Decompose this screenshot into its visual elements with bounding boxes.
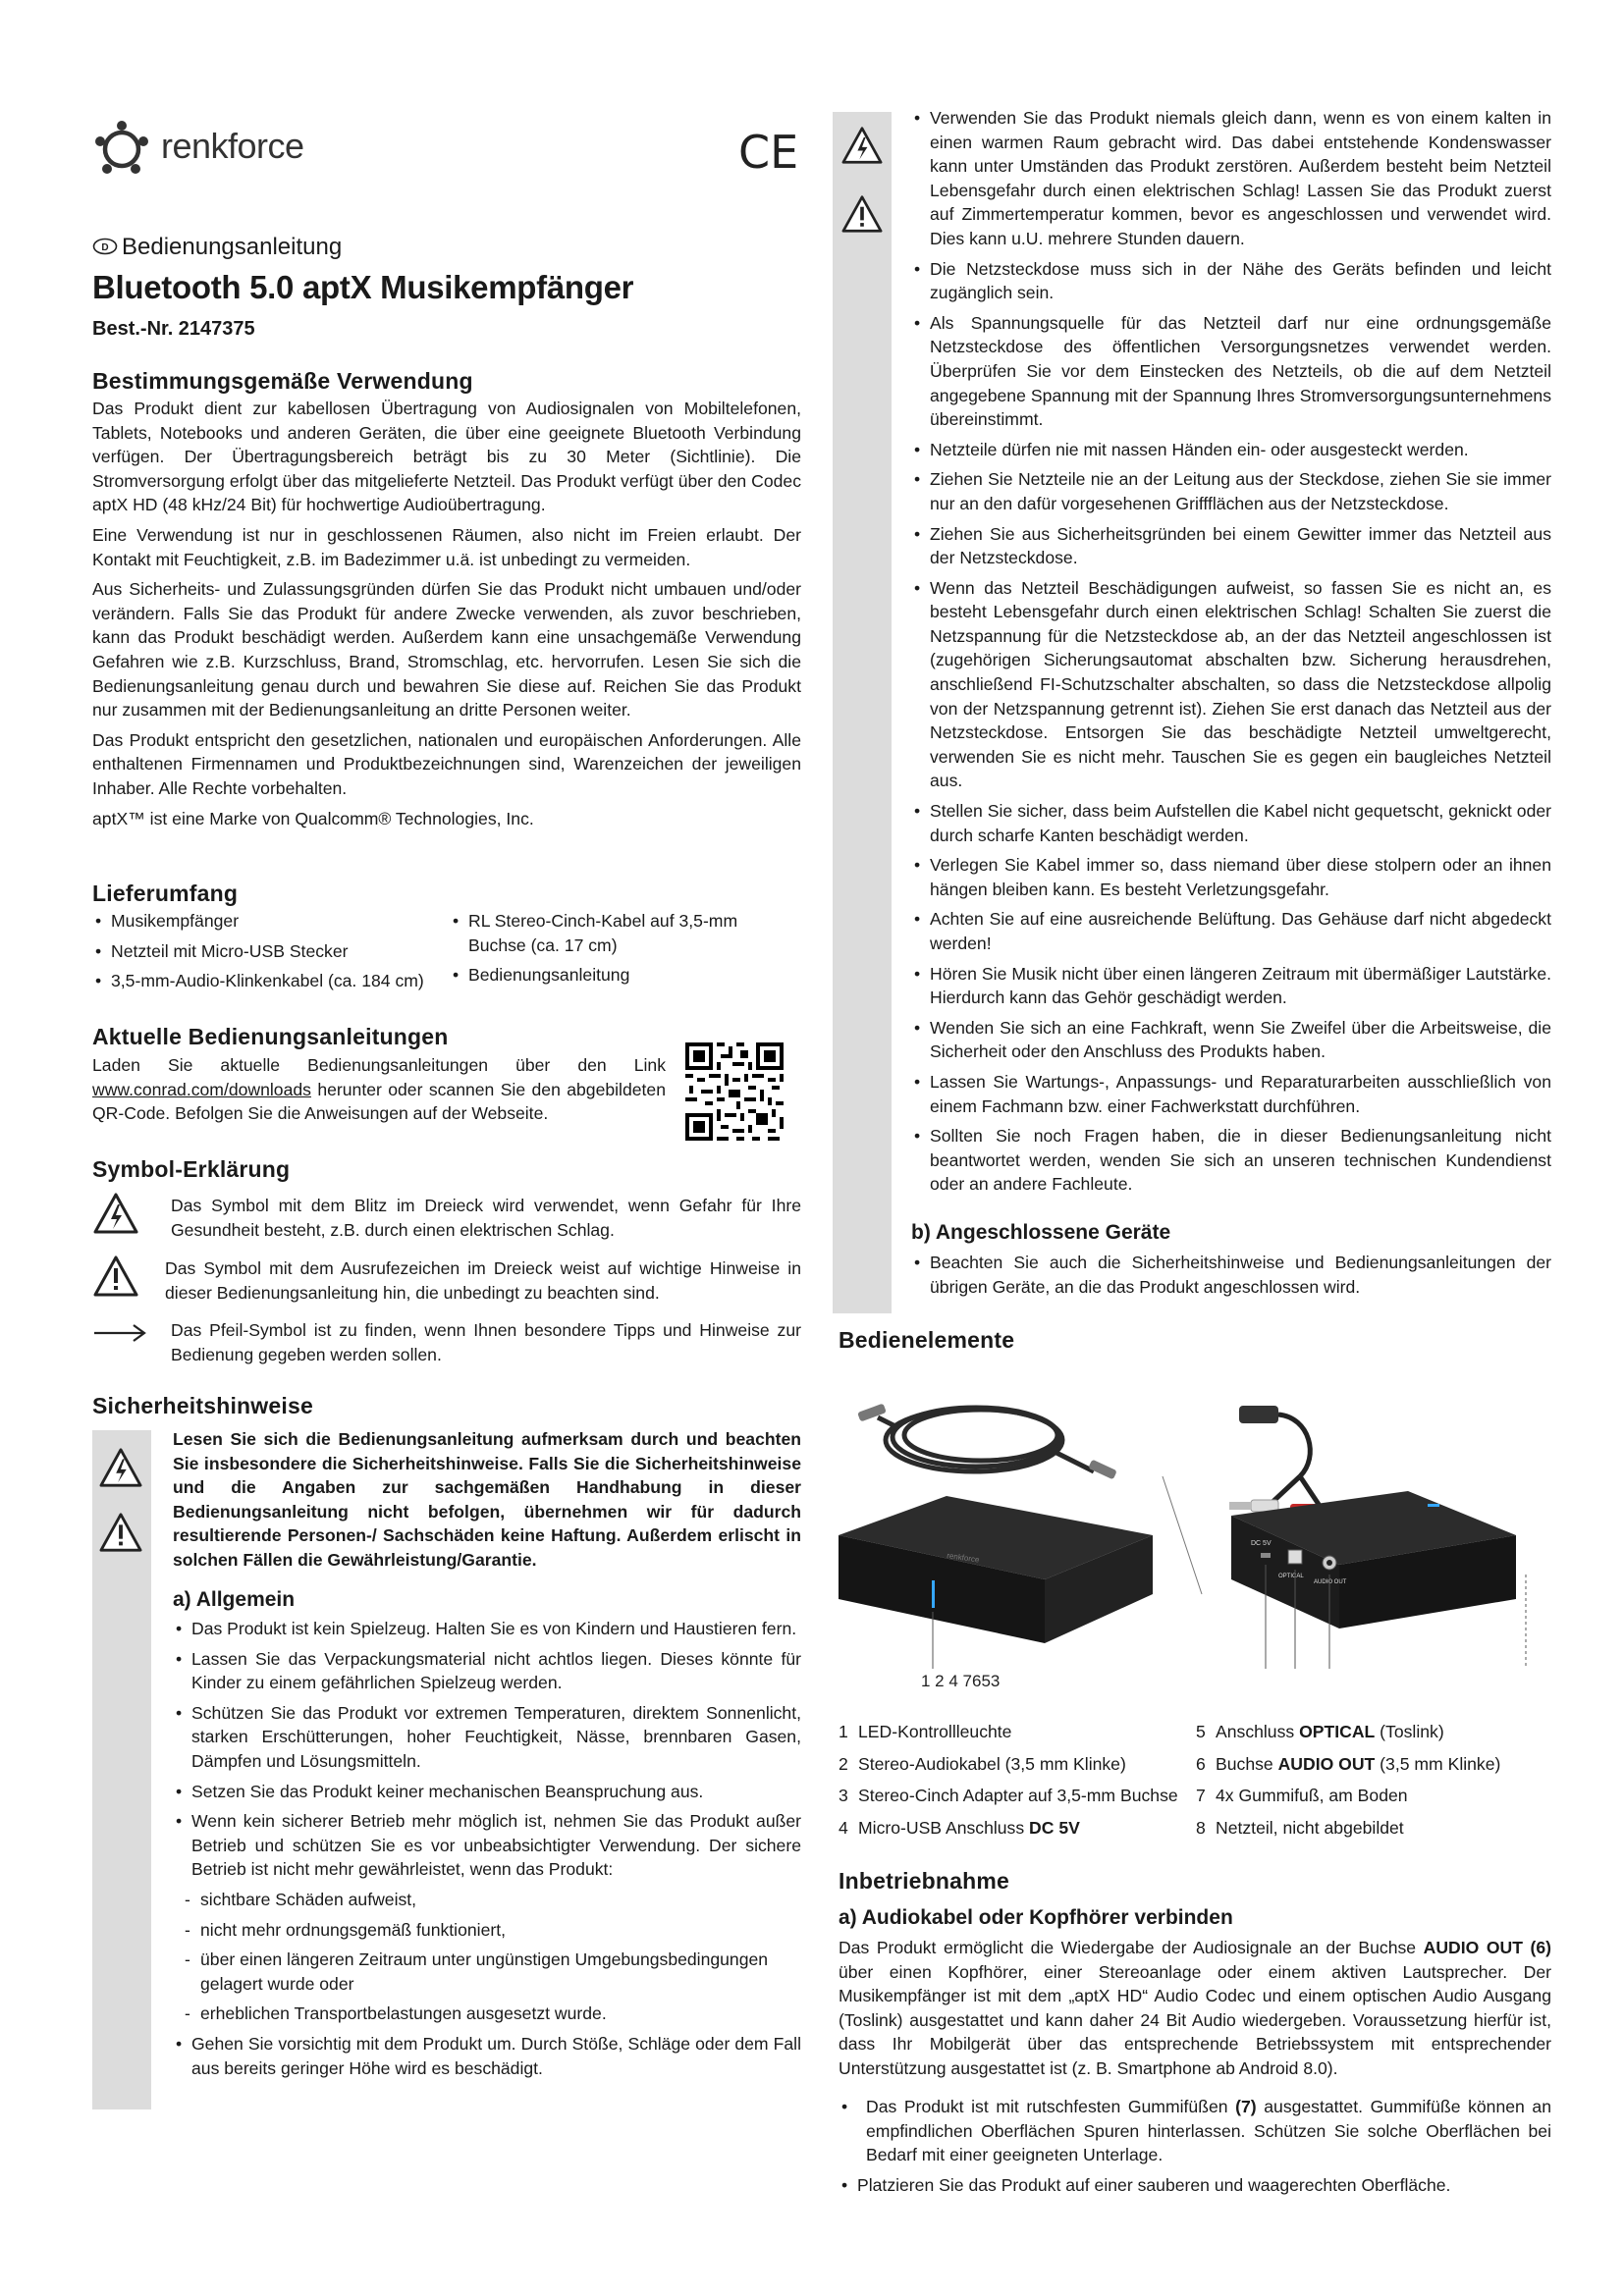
usage-paragraph-2: Eine Verwendung ist nur in geschlossenen Räumen, also nicht im Freien erlaubt. Der Kontakt mit Feuchtigkeit, z.B. im Badezimmer u.ä. ist unbedingt zu vermeiden. (92, 524, 801, 569)
general-list-a (173, 1617, 801, 1882)
scope-list-left (92, 909, 436, 999)
setup-heading: Inbetriebnahme (839, 1868, 1010, 1894)
doc-title: Bluetooth 5.0 aptX Musikempfänger (92, 269, 634, 305)
safety-right-list (911, 106, 1551, 1202)
list-item: • Schützen Sie das Produkt vor extremen Temperaturen, direktem Sonnenlicht, starken Erschütterungen, hoher Feuchtigkeit, Nässe, brennbaren Gasen, Dämpfen und Lösungsmitteln. (173, 1701, 801, 1774)
qr-code-icon[interactable] (685, 1042, 784, 1141)
svg-text:renkforce: renkforce (946, 1551, 981, 1565)
connected-heading: b) Angeschlossene Geräte (911, 1221, 1171, 1244)
downloads-link[interactable]: www.conrad.com/downloads (92, 1079, 311, 1099)
safety-intro: Lesen Sie sich die Bedienungsanleitung aufmerksam durch und beachten Sie insbesondere die Sicherheitshinweise. Falls Sie die Sicherheitshinweise und die Angaben zur sachgemäßen Handhabung in dieser Bedienungsanleitung nicht befolgen, übernehmen wir für dadurch resultierende Personen-/ Sachschäden keine Haftung. Außerdem erlischt in solchen Fällen die Gewährleistung/Garantie. (173, 1429, 801, 1570)
list-item: - erheblichen Transportbelastungen ausgesetzt wurde. (183, 2002, 801, 2026)
exclamation-warning-icon (840, 194, 884, 234)
ce-mark: CE (738, 126, 799, 179)
list-item: • RL Stereo-Cinch-Kabel auf 3,5-mm Buchse (ca. 17 cm) (450, 909, 744, 957)
audio-out-port-label: AUDIO OUT (1314, 1579, 1347, 1585)
list-item: • Ziehen Sie aus Sicherheitsgründen bei einem Gewitter immer das Netzteil aus der Netzsteckdose. (911, 522, 1551, 570)
renkforce-logo-icon (92, 120, 151, 179)
legend-item: 1 LED-Kontrollleuchte (839, 1722, 1012, 1741)
lightning-warning-icon (92, 1192, 139, 1235)
arrow-right-icon (92, 1321, 147, 1345)
list-item: • Wenn das Netzteil Beschädigungen aufweist, so fassen Sie es nicht an, es besteht Lebensgefahr durch einen elektrischen Schlag! Schalten Sie zuerst die Netzspannung für die Netzsteckdose ab, an der das Netzteil angeschlossen ist (zugehörigen Sicherungsautomat abschalten bzw. Sicherung herausdrehen, anschließend FI-Schutzschalter abschalten, so dass die Netzsteckdose allpolig von der Netzspannung getrennt ist). Ziehen Sie erst danach das Netzteil aus der Netzsteckdose. Entsorgen Sie das beschädigte Netzteil umweltgerecht, verwenden Sie es nicht mehr. Tauschen Sie es gegen ein baugleiches Netzteil aus. (911, 576, 1551, 793)
list-item: • Achten Sie auf eine ausreichende Belüftung. Das Gehäuse darf nicht abgedeckt werden! (911, 907, 1551, 955)
legend-item: 4 Micro-USB Anschluss DC 5V (839, 1817, 1080, 1838)
usage-paragraph-3: Aus Sicherheits- und Zulassungsgründen dürfen Sie das Produkt nicht umbauen und/oder verändern. Falls Sie das Produkt für andere Zwecke verwenden, als zuvor beschrieben, kann das Produkt beschädigt werden. Außerdem kann eine unsachgemäße Verwendung Gefahren wie z.B. Kurzschluss, Brand, Stromschlag, etc. hervorrufen. Lesen Sie sich die Bedienungsanleitung genau durch und bewahren Sie diese auf. Reichen Sie das Produkt nur zusammen mit der Bedienungsanleitung an dritte Personen weiter. (92, 579, 801, 721)
general-list-b (173, 2032, 801, 2080)
safety-side-bar-right (833, 112, 892, 1313)
svg-text:D: D (101, 242, 109, 253)
usage-paragraph-5: aptX™ ist eine Marke von Qualcomm® Technologies, Inc. (92, 808, 534, 828)
list-item: • Als Spannungsquelle für das Netzteil darf nur eine ordnungsgemäße Netzsteckdose des öffentlichen Versorgungsnetzes verwendet werden. Überprüfen Sie vor dem Einstecken des Netzteils, ob die auf dem Netzteil angegebene Spannung mit der Spannung Ihres Stromversorgungsunternehmens übereinstimmt. (911, 311, 1551, 432)
manuals-heading: Aktuelle Bedienungsanleitungen (92, 1024, 449, 1049)
symbol-lightning-text: Das Symbol mit dem Blitz im Dreieck wird verwendet, wenn Gefahr für Ihre Gesundheit besteht, z.B. durch einen elektrischen Schlag. (171, 1196, 801, 1240)
manuals-text-b: herunter oder scannen Sie den abgebildeten QR-Code. Befolgen Sie die Anweisungen auf der Webseite. (92, 1079, 666, 1124)
legend-right (1196, 1720, 1551, 1847)
list-item: • Verwenden Sie das Produkt niemals gleich dann, wenn es von einem kalten in einen warmen Raum gebracht wird. Das dabei entstehende Kondenswasser kann unter Umständen das Produkt zerstören. Außerdem besteht beim Netzteil Lebensgefahr durch einen elektrischen Schlag! Lassen Sie das Produkt zuerst auf Zimmertemperatur kommen, bevor es angeschlossen und verwendet wird. Dies kann u.U. mehrere Stunden dauern. (911, 106, 1551, 251)
callout-numbers: 1 2 4 7653 (921, 1672, 1001, 1690)
manuals-text-a: Laden Sie aktuelle Bedienungsanleitungen über den Link (92, 1055, 666, 1075)
list-item: • Lassen Sie das Verpackungsmaterial nicht achtlos liegen. Dieses könnte für Kinder zu einem gefährlichen Spielzeug werden. (173, 1647, 801, 1695)
list-item: • Beachten Sie auch die Sicherheitshinweise und Bedienungsanleitungen der übrigen Geräte, an die das Produkt angeschlossen wird. (911, 1251, 1551, 1299)
list-item: • Bedienungsanleitung (450, 963, 744, 988)
order-number: Best.-Nr. 2147375 (92, 318, 255, 340)
legend-item: 7 4x Gummifuß, am Boden (1196, 1786, 1408, 1806)
manuals-text (92, 1053, 666, 1126)
list-item: • Ziehen Sie Netzteile nie an der Leitung aus der Steckdose, ziehen Sie sie immer nur an den dafür vorgesehenen Griffflächen aus der Netzsteckdose. (911, 467, 1551, 515)
safety-heading: Sicherheitshinweise (92, 1393, 313, 1418)
exclamation-warning-icon (92, 1255, 139, 1298)
list-item: - sichtbare Schäden aufweist, (183, 1888, 801, 1912)
list-item: - nicht mehr ordnungsgemäß funktioniert, (183, 1918, 801, 1943)
list-item: • Wenden Sie sich an eine Fachkraft, wenn Sie Zweifel über die Arbeitsweise, die Sicherheit oder den Anschluss des Produkts haben. (911, 1016, 1551, 1064)
setup-subheading: a) Audiokabel oder Kopfhörer verbinden (839, 1906, 1233, 1929)
receiver-front-view (839, 1496, 1153, 1643)
list-item: • Stellen Sie sicher, dass beim Aufstellen die Kabel nicht gequetscht, geknickt oder durch scharfe Kanten beschädigt werden. (911, 799, 1551, 847)
general-section (173, 1617, 801, 2086)
list-item: • Das Produkt ist mit rutschfesten Gummifüßen (7) ausgestattet. Gummifüße können an empfindlichen Oberflächen Spuren hinterlassen. Schützen Sie solche Oberflächen bei Bedarf mit einer geeigneten Unterlage. (839, 2095, 1551, 2167)
list-item: • Setzen Sie das Produkt keiner mechanischen Beanspruchung aus. (173, 1780, 801, 1804)
list-item: • Hören Sie Musik nicht über einen längeren Zeitraum mit übermäßiger Lautstärke. Hierdurch kann das Gehör geschädigt werden. (911, 962, 1551, 1010)
connected-list (911, 1251, 1551, 1305)
symbols-heading: Symbol-Erklärung (92, 1156, 291, 1182)
list-item: • Lassen Sie Wartungs-, Anpassungs- und Reparaturarbeiten ausschließlich von einem Fachmann bzw. einer Fachwerkstatt durchführen. (911, 1070, 1551, 1118)
general-heading: a) Allgemein (173, 1588, 296, 1611)
list-item: • Die Netzsteckdose muss sich in der Nähe des Geräts befinden und leicht zugänglich sein. (911, 257, 1551, 305)
cinch-adapter (1229, 1406, 1341, 1516)
stereo-audio-cable (878, 1408, 1094, 1471)
legend-item: 2 Stereo-Audiokabel (3,5 mm Klinke) (839, 1753, 1126, 1774)
device-figure (839, 1378, 1545, 1692)
legend-item: 5 Anschluss OPTICAL (Toslink) (1196, 1722, 1444, 1741)
usage-paragraph-1: Das Produkt dient zur kabellosen Übertragung von Audiosignalen von Mobiltelefonen, Tablets, Notebooks und anderen Geräten, die über eine geeignete Bluetooth Verbindung verfügen. Der Übertragungsbereich beträgt bis zu 30 Meter (Sichtlinie). Die Stromversorgung erfolgt über das mitgelieferte Netzteil. Das Produkt verfügt über den Codec aptX HD (48 kHz/24 Bit) für hochwertige Audioübertragung. (92, 399, 801, 515)
legend-left (839, 1720, 1192, 1847)
setup-paragraph: Das Produkt ermöglicht die Wiedergabe der Audiosignale an der Buchse AUDIO OUT (6) über einen Kopfhörer, einer Stereoanlage oder einem aktiven Lautsprecher. Der Musikempfänger ist mit dem „aptX HD“ Audio Codec und einem optischen Audio Ausgang (Toslink) ausgestattet und kann daher 24 Bit Audio wiedergeben. Voraussetzung hierfür ist, dass Ihr Mobilgerät über das entsprechende Betriebssystem mit entsprechender Unterstützung ausgestattet ist (z. B. Smartphone ab Android 8.0). (839, 1938, 1551, 2078)
list-item: • Das Produkt ist kein Spielzeug. Halten Sie es von Kindern und Haustieren fern. (173, 1617, 801, 1641)
list-item: • Gehen Sie vorsichtig mit dem Produkt um. Durch Stöße, Schläge oder dem Fall aus bereits geringer Höhe wird es beschädigt. (173, 2032, 801, 2080)
legend-item: 8 Netzteil, nicht abgebildet (1196, 1817, 1404, 1838)
exclamation-warning-icon (98, 1512, 143, 1553)
controls-heading: Bedienelemente (839, 1327, 1015, 1353)
receiver-back-view (1231, 1491, 1516, 1629)
lightning-warning-icon (840, 126, 884, 165)
list-item: • Platzieren Sie das Produkt auf einer sauberen und waagerechten Oberfläche. (839, 2173, 1551, 2198)
setup-list (839, 2095, 1551, 2203)
list-item: - über einen längeren Zeitraum unter ungünstigen Umgebungsbedingungen gelagert wurde oder (183, 1948, 801, 1996)
brand-name: renkforce (161, 126, 304, 166)
dc5v-port-label: DC 5V (1251, 1540, 1272, 1547)
language-de-icon (92, 238, 118, 255)
legend-item: 6 Buchse AUDIO OUT (3,5 mm Klinke) (1196, 1753, 1501, 1774)
general-dash-list (173, 1888, 801, 2026)
doc-type: Bedienungsanleitung (122, 234, 343, 260)
usage-heading: Bestimmungsgemäße Verwendung (92, 368, 473, 394)
symbol-exclamation-text: Das Symbol mit dem Ausrufezeichen im Dreieck weist auf wichtige Hinweise in dieser Bedienungsanleitung hin, die unbedingt zu beachten sind. (165, 1258, 801, 1303)
optical-port-label: OPTICAL (1278, 1574, 1304, 1579)
list-item: • Wenn kein sicherer Betrieb mehr möglich ist, nehmen Sie das Produkt außer Betrieb und schützen Sie es vor unbeabsichtigter Verwendung. Der sichere Betrieb ist nicht mehr gewährleistet, wenn das Produkt: (173, 1809, 801, 1882)
usage-paragraph-4: Das Produkt entspricht den gesetzlichen, nationalen und europäischen Anforderungen. Alle enthaltenen Firmennamen und Produktbezeichnungen sind, Warenzeichen der jeweiligen Inhaber. Alle Rechte vorbehalten. (92, 729, 801, 798)
usage-section (92, 397, 801, 830)
list-item: • Verlegen Sie Kabel immer so, dass niemand über diese stolpern oder an ihnen hängen bleiben kann. Es besteht Verletzungsgefahr. (911, 853, 1551, 901)
list-item: • 3,5-mm-Audio-Klinkenkabel (ca. 184 cm) (92, 969, 436, 993)
list-item: • Netzteil mit Micro-USB Stecker (92, 939, 436, 964)
scope-list-right (450, 909, 744, 993)
brand-logo (92, 118, 348, 183)
symbol-arrow-text: Das Pfeil-Symbol ist zu finden, wenn Ihnen besondere Tipps und Hinweise zur Bedienung gegeben werden sollen. (171, 1320, 801, 1364)
lightning-warning-icon (98, 1447, 143, 1488)
list-item: • Netzteile dürfen nie mit nassen Händen ein- oder ausgesteckt werden. (911, 438, 1551, 462)
list-item: • Sollten Sie noch Fragen haben, die in dieser Bedienungsanleitung nicht beantwortet werden, wenden Sie sich an unseren technischen Kundendienst oder an andere Fachleute. (911, 1124, 1551, 1197)
list-item: • Musikempfänger (92, 909, 436, 934)
legend-item: 3 Stereo-Cinch Adapter auf 3,5-mm Buchse (839, 1786, 1178, 1806)
scope-heading: Lieferumfang (92, 881, 239, 906)
